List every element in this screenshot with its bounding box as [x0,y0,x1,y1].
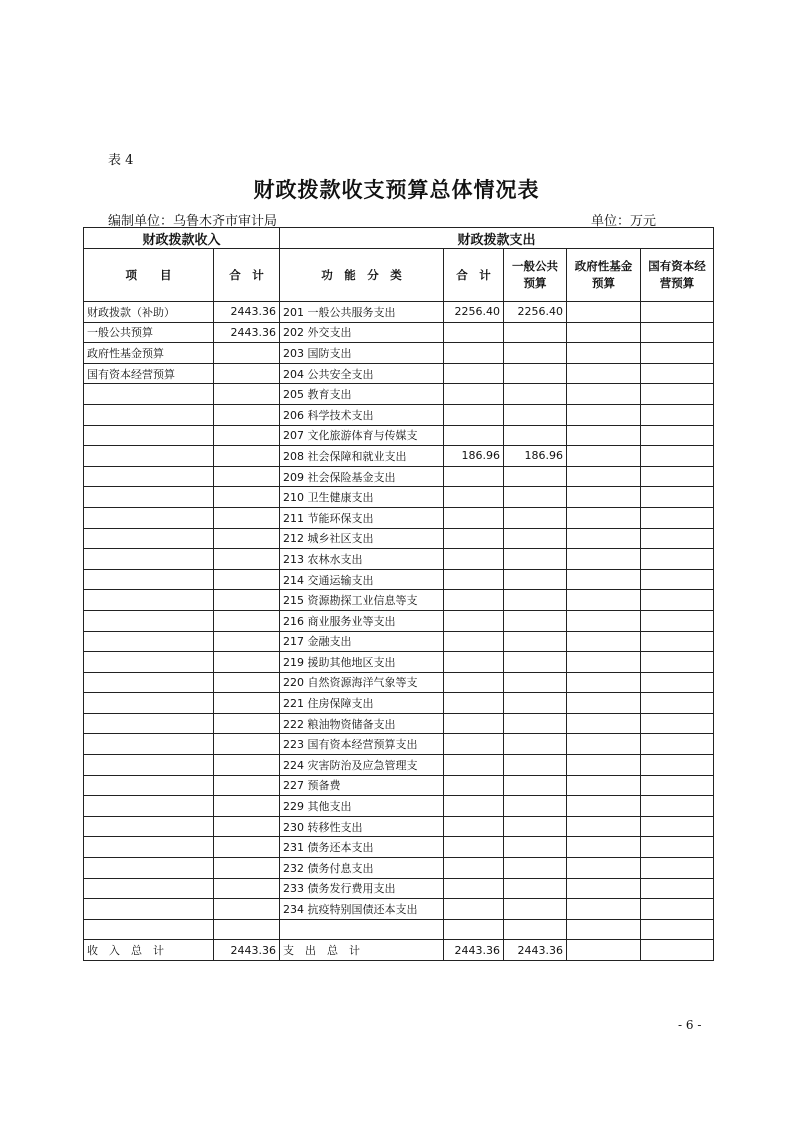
income-item-cell [84,404,214,425]
income-item-cell [84,590,214,611]
category-cell: 210 卫生健康支出 [280,487,444,508]
category-cell: 221 住房保障支出 [280,693,444,714]
fund-budget-cell [567,796,641,817]
col-income-total-header: 合 计 [214,249,280,302]
col-state-header: 国有资本经营预算 [641,249,714,302]
state-budget-cell [641,858,714,879]
fund-budget-cell [567,816,641,837]
state-budget-cell [641,487,714,508]
fund-budget-cell [567,425,641,446]
category-cell: 222 粮油物资储备支出 [280,713,444,734]
table-number: 表 4 [108,153,134,168]
expense-total-cell [444,507,504,528]
income-item-cell [84,672,214,693]
income-total-cell [214,899,280,920]
fund-budget-cell [567,322,641,343]
income-total-cell: 2443.36 [214,322,280,343]
fund-total-value [567,940,641,961]
income-total-cell [214,631,280,652]
expense-total-cell [444,528,504,549]
income-total-cell [214,549,280,570]
state-budget-cell [641,302,714,323]
income-item-cell [84,631,214,652]
table-row [84,507,714,528]
state-budget-cell [641,507,714,528]
expense-total-cell [444,775,504,796]
col-category-header: 功 能 分 类 [280,249,444,302]
general-budget-cell [504,755,567,776]
fund-budget-cell [567,528,641,549]
expense-total-cell [444,899,504,920]
income-total-cell [214,590,280,611]
table-row [84,466,714,487]
expense-total-cell [444,713,504,734]
column-header-row [84,249,714,302]
general-budget-cell [504,652,567,673]
fund-budget-cell [567,672,641,693]
income-item-cell [84,466,214,487]
category-cell: 207 文化旅游体育与传媒支 [280,425,444,446]
state-budget-cell [641,775,714,796]
income-total-cell [214,384,280,405]
income-total-cell [214,466,280,487]
income-total-cell [214,775,280,796]
state-budget-cell [641,734,714,755]
general-budget-cell [504,322,567,343]
fund-budget-cell [567,755,641,776]
col-general-header: 一般公共预算 [504,249,567,302]
income-item-cell [84,507,214,528]
table-row [84,796,714,817]
income-item-cell [84,899,214,920]
state-budget-cell [641,322,714,343]
table-row [84,610,714,631]
table-row [84,652,714,673]
state-budget-cell [641,631,714,652]
category-cell: 205 教育支出 [280,384,444,405]
col-item-header: 项 目 [84,249,214,302]
income-total-cell [214,652,280,673]
general-budget-cell: 186.96 [504,446,567,467]
fund-budget-cell [567,446,641,467]
expense-total-cell [444,610,504,631]
general-budget-cell [504,466,567,487]
income-item-cell [84,610,214,631]
income-item-cell [84,384,214,405]
general-total-value: 2443.36 [504,940,567,961]
table-row [84,446,714,467]
table-row [84,816,714,837]
category-cell: 209 社会保险基金支出 [280,466,444,487]
income-item-cell [84,816,214,837]
fund-budget-cell [567,693,641,714]
fund-budget-cell [567,775,641,796]
expense-total-cell [444,755,504,776]
general-budget-cell [504,528,567,549]
general-budget-cell [504,384,567,405]
category-cell: 229 其他支出 [280,796,444,817]
income-item-cell [84,549,214,570]
page-number: - 6 - [678,1018,702,1032]
expense-total-cell [444,549,504,570]
income-item-cell [84,734,214,755]
income-item-cell [84,446,214,467]
expense-total-cell [444,343,504,364]
expense-total-cell [444,425,504,446]
compiling-unit: 编制单位：乌鲁木齐市审计局 [108,214,278,229]
expense-total-cell [444,590,504,611]
income-item-cell [84,837,214,858]
category-cell: 220 自然资源海洋气象等支 [280,672,444,693]
income-item-cell [84,919,214,940]
group-header-row [84,228,714,249]
table-row [84,425,714,446]
general-budget-cell [504,919,567,940]
expense-total-cell [444,796,504,817]
category-cell: 224 灾害防治及应急管理支 [280,755,444,776]
fund-budget-cell [567,858,641,879]
income-item-cell [84,713,214,734]
fund-budget-cell [567,610,641,631]
fund-budget-cell [567,590,641,611]
category-cell: 231 债务还本支出 [280,837,444,858]
expense-total-cell [444,858,504,879]
income-total-cell [214,569,280,590]
fund-budget-cell [567,734,641,755]
state-budget-cell [641,672,714,693]
general-budget-cell [504,363,567,384]
income-item-cell [84,425,214,446]
table-row [84,899,714,920]
general-budget-cell [504,899,567,920]
general-budget-cell [504,734,567,755]
expense-total-cell [444,672,504,693]
fund-budget-cell [567,404,641,425]
category-cell: 202 外交支出 [280,322,444,343]
state-budget-cell [641,755,714,776]
state-budget-cell [641,796,714,817]
state-budget-cell [641,528,714,549]
general-budget-cell [504,775,567,796]
expense-total-label: 支 出 总 计 [280,940,444,961]
expense-total-cell [444,878,504,899]
expense-total-cell [444,919,504,940]
fund-budget-cell [567,343,641,364]
expense-total-cell [444,816,504,837]
income-total-cell [214,796,280,817]
table-row [84,569,714,590]
page-title: 财政拨款收支预算总体情况表 [253,178,540,202]
income-total-label: 收 入 总 计 [84,940,214,961]
general-budget-cell [504,404,567,425]
col-expense-total-header: 合 计 [444,249,504,302]
general-budget-cell [504,631,567,652]
fund-budget-cell [567,466,641,487]
general-budget-cell [504,507,567,528]
category-cell: 203 国防支出 [280,343,444,364]
state-budget-cell [641,446,714,467]
income-item-cell [84,796,214,817]
income-total-cell [214,528,280,549]
income-item-cell [84,755,214,776]
state-budget-cell [641,878,714,899]
income-total-cell [214,507,280,528]
income-total-cell [214,672,280,693]
general-budget-cell [504,693,567,714]
table-row [84,528,714,549]
fund-budget-cell [567,384,641,405]
expense-total-cell [444,466,504,487]
income-total-cell [214,858,280,879]
expense-total-cell [444,734,504,755]
category-cell: 213 农林水支出 [280,549,444,570]
category-cell: 204 公共安全支出 [280,363,444,384]
state-budget-cell [641,404,714,425]
category-cell: 219 援助其他地区支出 [280,652,444,673]
category-cell: 230 转移性支出 [280,816,444,837]
category-cell: 232 债务付息支出 [280,858,444,879]
category-cell: 217 金融支出 [280,631,444,652]
category-cell: 214 交通运输支出 [280,569,444,590]
category-cell: 201 一般公共服务支出 [280,302,444,323]
fund-budget-cell [567,878,641,899]
income-item-cell [84,652,214,673]
table-row [84,322,714,343]
state-budget-cell [641,569,714,590]
table-row [84,878,714,899]
expense-total-cell [444,404,504,425]
state-budget-cell [641,816,714,837]
table-row [84,549,714,570]
income-item-cell [84,487,214,508]
category-cell: 208 社会保障和就业支出 [280,446,444,467]
income-total-cell [214,837,280,858]
table-row [84,693,714,714]
expense-total-cell: 2256.40 [444,302,504,323]
category-cell: 206 科学技术支出 [280,404,444,425]
income-item-cell [84,528,214,549]
category-cell: 211 节能环保支出 [280,507,444,528]
expense-total-cell [444,322,504,343]
general-budget-cell [504,672,567,693]
expense-total-cell [444,384,504,405]
general-budget-cell [504,343,567,364]
fund-budget-cell [567,713,641,734]
state-budget-cell [641,919,714,940]
table-row [84,837,714,858]
state-budget-cell [641,713,714,734]
budget-table [83,227,714,961]
income-item-cell [84,569,214,590]
income-item-cell [84,858,214,879]
general-budget-cell [504,610,567,631]
income-total-cell [214,755,280,776]
income-total-cell [214,734,280,755]
table-row [84,343,714,364]
fund-budget-cell [567,507,641,528]
general-budget-cell [504,858,567,879]
state-budget-cell [641,899,714,920]
table-row [84,404,714,425]
state-budget-cell [641,610,714,631]
income-item-cell [84,693,214,714]
income-item-cell: 一般公共预算 [84,322,214,343]
table-row [84,384,714,405]
income-item-cell: 国有资本经营预算 [84,363,214,384]
category-cell: 215 资源勘探工业信息等支 [280,590,444,611]
fund-budget-cell [567,899,641,920]
income-item-cell [84,775,214,796]
fund-budget-cell [567,549,641,570]
state-budget-cell [641,363,714,384]
state-budget-cell [641,384,714,405]
expense-group-header: 财政拨款支出 [280,228,714,249]
income-total-cell [214,343,280,364]
table-row [84,590,714,611]
category-cell [280,919,444,940]
state-budget-cell [641,693,714,714]
expense-total-cell [444,487,504,508]
income-item-cell: 政府性基金预算 [84,343,214,364]
table-row [84,487,714,508]
general-budget-cell [504,837,567,858]
category-cell: 233 债务发行费用支出 [280,878,444,899]
state-budget-cell [641,590,714,611]
table-row [84,363,714,384]
expense-total-cell [444,631,504,652]
fund-budget-cell [567,837,641,858]
state-budget-cell [641,466,714,487]
col-fund-header: 政府性基金预算 [567,249,641,302]
fund-budget-cell [567,302,641,323]
income-group-header: 财政拨款收入 [84,228,280,249]
income-total-cell [214,878,280,899]
expense-total-cell [444,569,504,590]
income-total-cell [214,713,280,734]
state-budget-cell [641,343,714,364]
state-budget-cell [641,837,714,858]
table-row [84,858,714,879]
general-budget-cell [504,713,567,734]
table-row [84,672,714,693]
general-budget-cell [504,487,567,508]
income-total-cell [214,693,280,714]
table-row [84,302,714,323]
table-body [84,302,714,940]
income-item-cell: 财政拨款（补助） [84,302,214,323]
state-budget-cell [641,549,714,570]
fund-budget-cell [567,487,641,508]
category-cell: 223 国有资本经营预算支出 [280,734,444,755]
income-total-cell [214,404,280,425]
income-total-cell [214,919,280,940]
expense-total-cell: 186.96 [444,446,504,467]
expense-total-cell [444,652,504,673]
category-cell: 212 城乡社区支出 [280,528,444,549]
general-budget-cell [504,425,567,446]
general-budget-cell [504,549,567,570]
table-row [84,631,714,652]
table-row [84,755,714,776]
category-cell: 227 预备费 [280,775,444,796]
general-budget-cell [504,569,567,590]
income-total-value: 2443.36 [214,940,280,961]
table-row [84,919,714,940]
table-row [84,713,714,734]
expense-total-cell [444,837,504,858]
state-budget-cell [641,425,714,446]
income-total-cell [214,487,280,508]
income-total-cell [214,816,280,837]
currency-unit: 单位：万元 [591,214,657,229]
fund-budget-cell [567,569,641,590]
general-budget-cell [504,878,567,899]
state-total-value [641,940,714,961]
category-cell: 234 抗疫特别国债还本支出 [280,899,444,920]
total-row [84,940,714,961]
income-total-cell [214,446,280,467]
fund-budget-cell [567,363,641,384]
expense-total-value: 2443.36 [444,940,504,961]
income-total-cell [214,425,280,446]
fund-budget-cell [567,631,641,652]
general-budget-cell [504,796,567,817]
table-row [84,775,714,796]
table-row [84,734,714,755]
general-budget-cell: 2256.40 [504,302,567,323]
income-item-cell [84,878,214,899]
income-total-cell [214,363,280,384]
general-budget-cell [504,816,567,837]
fund-budget-cell [567,652,641,673]
expense-total-cell [444,363,504,384]
income-total-cell: 2443.36 [214,302,280,323]
fund-budget-cell [567,919,641,940]
general-budget-cell [504,590,567,611]
expense-total-cell [444,693,504,714]
state-budget-cell [641,652,714,673]
category-cell: 216 商业服务业等支出 [280,610,444,631]
income-total-cell [214,610,280,631]
